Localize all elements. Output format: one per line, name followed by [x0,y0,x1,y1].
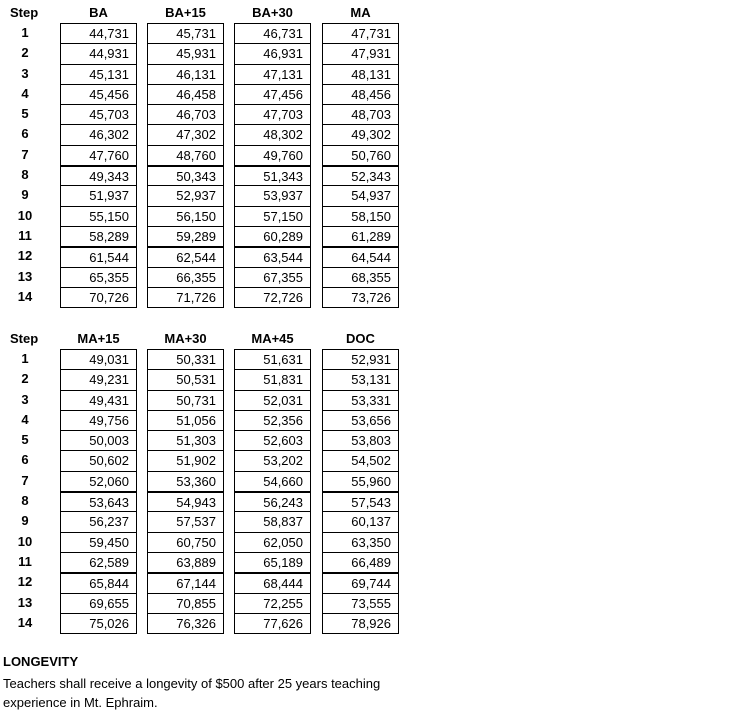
salary-cell: 56,243 [235,491,310,511]
salary-cell: 45,931 [148,43,223,63]
salary-cell: 49,343 [61,165,136,185]
salary-cell: 51,937 [61,185,136,205]
salary-cell: 53,937 [235,185,310,205]
salary-cell: 57,537 [148,511,223,531]
step-number: 11 [18,553,32,569]
salary-cell: 61,289 [323,226,398,246]
salary-cell: 52,031 [235,390,310,410]
salary-cell: 47,760 [61,145,136,165]
longevity-text: Teachers shall receive a longevity of $500 after 25 years teaching experience in Mt. Ephraim. [3,676,381,710]
salary-column [147,23,224,308]
column-header: DOC [346,331,375,346]
salary-cell: 45,456 [61,84,136,104]
step-number: 5 [21,106,29,122]
salary-cell: 61,544 [61,246,136,266]
salary-cell: 71,726 [148,287,223,307]
step-header: Step [10,5,39,20]
salary-cell: 50,731 [148,390,223,410]
step-column [0,349,50,633]
salary-cell: 63,350 [323,532,398,552]
salary-cell: 52,931 [323,349,398,369]
salary-cell: 46,131 [148,64,223,84]
salary-cell: 44,931 [61,43,136,63]
salary-cell: 69,744 [323,572,398,592]
salary-cell: 72,255 [235,593,310,613]
salary-cell: 50,343 [148,165,223,185]
step-number: 2 [21,371,29,387]
salary-cell: 52,937 [148,185,223,205]
salary-cell: 73,555 [323,593,398,613]
salary-cell: 47,703 [235,104,310,124]
salary-cell: 47,931 [323,43,398,63]
salary-cell: 52,060 [61,471,136,491]
step-number: 14 [17,288,33,304]
salary-cell: 62,589 [61,552,136,572]
step-number: 6 [21,126,29,142]
salary-cell: 54,943 [148,491,223,511]
salary-cell: 66,489 [323,552,398,572]
step-number: 10 [17,207,33,223]
salary-cell: 51,631 [235,349,310,369]
salary-cell: 48,302 [235,124,310,144]
column-header: BA [89,5,108,20]
salary-cell: 47,456 [235,84,310,104]
column-header: MA [350,5,371,20]
salary-cell: 73,726 [323,287,398,307]
salary-cell: 62,544 [148,246,223,266]
salary-cell: 50,760 [323,145,398,165]
step-number: 10 [17,533,33,549]
salary-column [60,349,137,634]
salary-cell: 53,202 [235,450,310,470]
salary-cell: 63,544 [235,246,310,266]
step-number: 11 [18,227,32,243]
salary-cell: 60,137 [323,511,398,531]
step-number: 4 [21,85,29,101]
salary-cell: 68,355 [323,267,398,287]
salary-cell: 52,343 [323,165,398,185]
step-number: 6 [21,452,29,468]
salary-cell: 49,760 [235,145,310,165]
salary-cell: 49,302 [323,124,398,144]
salary-cell: 47,302 [148,124,223,144]
salary-cell: 45,131 [61,64,136,84]
salary-column [234,349,311,634]
step-number: 3 [21,65,29,81]
salary-cell: 53,656 [323,410,398,430]
salary-cell: 50,531 [148,369,223,389]
step-number: 9 [21,513,29,529]
salary-cell: 54,660 [235,471,310,491]
salary-cell: 45,731 [148,23,223,43]
salary-cell: 51,303 [148,430,223,450]
step-number: 5 [21,432,29,448]
salary-column [322,349,399,634]
salary-cell: 72,726 [235,287,310,307]
salary-cell: 65,189 [235,552,310,572]
salary-cell: 49,231 [61,369,136,389]
column-header: MA+15 [77,331,120,346]
salary-cell: 58,289 [61,226,136,246]
step-number: 7 [21,472,29,488]
salary-cell: 47,131 [235,64,310,84]
step-column [0,23,50,307]
salary-cell: 44,731 [61,23,136,43]
salary-cell: 68,444 [235,572,310,592]
step-number: 7 [21,146,29,162]
salary-cell: 65,355 [61,267,136,287]
salary-cell: 45,703 [61,104,136,124]
salary-cell: 57,543 [323,491,398,511]
salary-cell: 46,458 [148,84,223,104]
step-number: 14 [17,614,33,630]
salary-cell: 62,050 [235,532,310,552]
salary-cell: 52,356 [235,410,310,430]
salary-cell: 70,726 [61,287,136,307]
salary-cell: 53,643 [61,491,136,511]
step-number: 1 [21,351,29,366]
column-header: BA+30 [252,5,293,20]
salary-cell: 69,655 [61,593,136,613]
salary-cell: 51,902 [148,450,223,470]
salary-cell: 46,931 [235,43,310,63]
salary-cell: 59,289 [148,226,223,246]
salary-cell: 76,326 [148,613,223,633]
salary-cell: 48,703 [323,104,398,124]
column-header: MA+45 [251,331,294,346]
step-number: 2 [21,45,29,61]
salary-cell: 65,844 [61,572,136,592]
salary-cell: 53,803 [323,430,398,450]
step-number: 4 [21,411,29,427]
salary-cell: 58,837 [235,511,310,531]
salary-cell: 48,456 [323,84,398,104]
salary-cell: 66,355 [148,267,223,287]
column-header: BA+15 [165,5,206,20]
salary-cell: 54,502 [323,450,398,470]
salary-cell: 78,926 [323,613,398,633]
step-number: 8 [21,493,29,509]
step-header: Step [10,331,39,346]
salary-cell: 46,731 [235,23,310,43]
salary-cell: 53,131 [323,369,398,389]
salary-cell: 48,131 [323,64,398,84]
step-number: 13 [17,268,33,284]
salary-cell: 46,703 [148,104,223,124]
salary-cell: 63,889 [148,552,223,572]
salary-cell: 60,750 [148,532,223,552]
salary-cell: 50,602 [61,450,136,470]
salary-cell: 60,289 [235,226,310,246]
salary-column [234,23,311,308]
salary-column [322,23,399,308]
salary-cell: 70,855 [148,593,223,613]
salary-cell: 47,731 [323,23,398,43]
salary-cell: 48,760 [148,145,223,165]
salary-cell: 56,150 [148,206,223,226]
salary-cell: 49,031 [61,349,136,369]
salary-cell: 46,302 [61,124,136,144]
salary-cell: 77,626 [235,613,310,633]
salary-cell: 50,331 [148,349,223,369]
salary-cell: 51,343 [235,165,310,185]
step-number: 8 [21,167,29,183]
salary-cell: 67,144 [148,572,223,592]
salary-cell: 50,003 [61,430,136,450]
step-number: 13 [17,594,33,610]
salary-cell: 75,026 [61,613,136,633]
salary-cell: 51,056 [148,410,223,430]
step-number: 12 [17,248,33,264]
salary-column [147,349,224,634]
salary-cell: 53,331 [323,390,398,410]
salary-cell: 55,960 [323,471,398,491]
salary-column [60,23,137,308]
salary-cell: 53,360 [148,471,223,491]
column-header: MA+30 [164,331,207,346]
salary-cell: 55,150 [61,206,136,226]
salary-cell: 52,603 [235,430,310,450]
step-number: 1 [21,25,29,40]
salary-cell: 49,756 [61,410,136,430]
salary-cell: 58,150 [323,206,398,226]
salary-cell: 57,150 [235,206,310,226]
longevity-title: LONGEVITY [3,654,79,669]
salary-cell: 59,450 [61,532,136,552]
salary-cell: 51,831 [235,369,310,389]
step-number: 9 [21,187,29,203]
salary-cell: 54,937 [323,185,398,205]
step-number: 12 [17,574,33,590]
step-number: 3 [21,391,29,407]
salary-cell: 67,355 [235,267,310,287]
salary-cell: 64,544 [323,246,398,266]
salary-cell: 56,237 [61,511,136,531]
salary-cell: 49,431 [61,390,136,410]
